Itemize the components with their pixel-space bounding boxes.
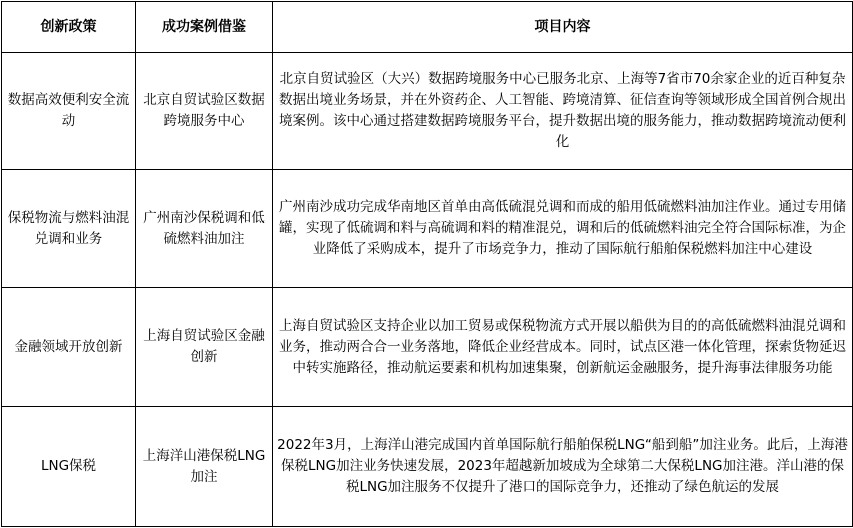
policy-case-table <box>1 1 853 527</box>
content-cell: 2022年3月，上海洋山港完成国内首单国际航行船舶保税LNG“船到船”加注业务。此后，上海港保税LNG加注业务快速发展，2023年超越新加坡成为全球第二大保税LNG加注港。洋山港的保税LNG加注服务不仅提升了港口的国际竞争力，还推动了绿色航运的发展 <box>273 407 853 527</box>
header-content: 项目内容 <box>273 2 853 53</box>
table-row <box>2 53 853 170</box>
table-row <box>2 288 853 407</box>
policy-cell: LNG保税 <box>2 407 136 527</box>
table-row <box>2 170 853 288</box>
case-cell: 北京自贸试验区数据跨境服务中心 <box>136 53 273 170</box>
case-cell: 上海洋山港保税LNG加注 <box>136 407 273 527</box>
table-header-row <box>2 2 853 53</box>
content-cell: 上海自贸试验区支持企业以加工贸易或保税物流方式开展以船供为目的的高低硫燃料油混兑调和业务，推动两合合一业务落地，降低企业经营成本。同时，试点区港一体化管理，探索货物延迟中转实施路径，推动航运要素和机构加速集聚，创新航运金融服务，提升海事法律服务功能 <box>273 288 853 407</box>
case-cell: 上海自贸试验区金融创新 <box>136 288 273 407</box>
content-cell: 北京自贸试验区（大兴）数据跨境服务中心已服务北京、上海等7省市70余家企业的近百种复杂数据出境业务场景，并在外资药企、人工智能、跨境清算、征信查询等领域形成全国首例合规出境案例。该中心通过搭建数据跨境服务平台，提升数据出境的服务能力，推动数据跨境流动便利化 <box>273 53 853 170</box>
policy-cell: 金融领域开放创新 <box>2 288 136 407</box>
content-cell: 广州南沙成功完成华南地区首单由高低硫混兑调和而成的船用低硫燃料油加注作业。通过专用储罐，实现了低硫调和料与高硫调和料的精准混兑，调和后的低硫燃料油完全符合国际标准，为企业降低了采购成本，提升了市场竞争力，推动了国际航行船舶保税燃料加注中心建设 <box>273 170 853 288</box>
header-policy: 创新政策 <box>2 2 136 53</box>
case-cell: 广州南沙保税调和低硫燃料油加注 <box>136 170 273 288</box>
header-case: 成功案例借鉴 <box>136 2 273 53</box>
table-row <box>2 407 853 527</box>
policy-cell: 保税物流与燃料油混兑调和业务 <box>2 170 136 288</box>
policy-cell: 数据高效便利安全流动 <box>2 53 136 170</box>
